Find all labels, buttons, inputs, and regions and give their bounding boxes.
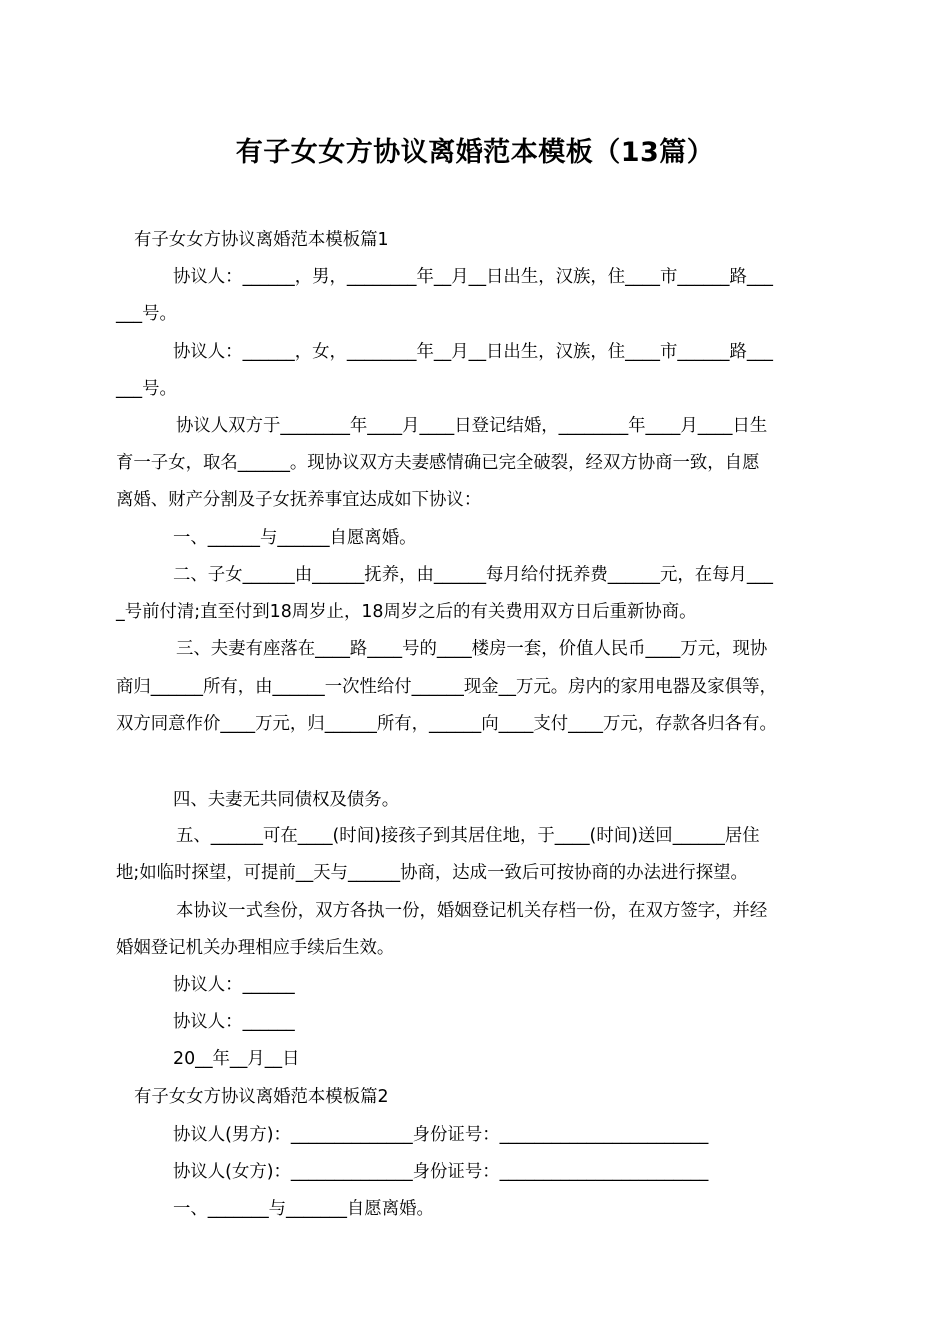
marriage-paragraph-line-1: 协议人双方于________年____月____日登记结婚，________年____月____日生 bbox=[176, 416, 768, 436]
clause-3-line-3: 双方同意作价____万元，归______所有，______向____支付____万元，存款各归各有。 bbox=[116, 714, 777, 734]
clause-4: 四、夫妻无共同债权及债务。 bbox=[173, 790, 400, 810]
section-heading-1: 有子女女方协议离婚范本模板篇1 bbox=[134, 230, 389, 250]
clause-1: 一、______与______自愿离婚。 bbox=[173, 528, 417, 548]
party-line-male-id: 协议人(男方)：______________身份证号：________________________ bbox=[173, 1125, 709, 1145]
party-line-female-id: 协议人(女方)：______________身份证号：________________________ bbox=[173, 1162, 709, 1182]
clause-3-line-2: 商归______所有，由______一次性给付______现金__万元。房内的家用电器及家俱等， bbox=[116, 677, 777, 697]
signature-line-1: 协议人：______ bbox=[173, 975, 295, 995]
signature-line-2: 协议人：______ bbox=[173, 1012, 295, 1032]
clause-5-line-2: 地;如临时探望，可提前__天与______协商，达成一致后可按协商的办法进行探望。 bbox=[116, 863, 748, 883]
party-line-female-cont: ___号。 bbox=[116, 379, 177, 399]
clause-2-line-1: 二、子女______由______抚养，由______每月给付抚养费______元，在每月___ bbox=[173, 565, 773, 585]
marriage-paragraph-line-3: 离婚、财产分割及子女抚养事宜达成如下协议： bbox=[116, 490, 482, 510]
closing-paragraph-line-1: 本协议一式叁份，双方各执一份，婚姻登记机关存档一份，在双方签字，并经 bbox=[176, 901, 768, 921]
party-line-male: 协议人：______，男，________年__月__日出生，汉族，住____市______路___ bbox=[173, 267, 773, 287]
clause-5-line-1: 五、______可在____(时间)接孩子到其居住地，于____(时间)送回______居住 bbox=[176, 826, 760, 846]
party-line-female: 协议人：______，女，________年__月__日出生，汉族，住____市______路___ bbox=[173, 342, 773, 362]
marriage-paragraph-line-2: 育一子女，取名______。现协议双方夫妻感情确已完全破裂，经双方协商一致，自愿 bbox=[116, 453, 760, 473]
section-heading-2: 有子女女方协议离婚范本模板篇2 bbox=[134, 1087, 389, 1107]
party-line-male-cont: ___号。 bbox=[116, 304, 177, 324]
clause-1-section-2: 一、_______与_______自愿离婚。 bbox=[173, 1199, 434, 1219]
document-title: 有子女女方协议离婚范本模板（13篇） bbox=[235, 137, 715, 168]
closing-paragraph-line-2: 婚姻登记机关办理相应手续后生效。 bbox=[116, 938, 395, 958]
date-line: 20__年__月__日 bbox=[173, 1049, 300, 1069]
clause-3-line-1: 三、夫妻有座落在____路____号的____楼房一套，价值人民币____万元，现协 bbox=[176, 639, 768, 659]
clause-2-line-2: _号前付清;直至付到18周岁止，18周岁之后的有关费用双方日后重新协商。 bbox=[116, 602, 697, 622]
